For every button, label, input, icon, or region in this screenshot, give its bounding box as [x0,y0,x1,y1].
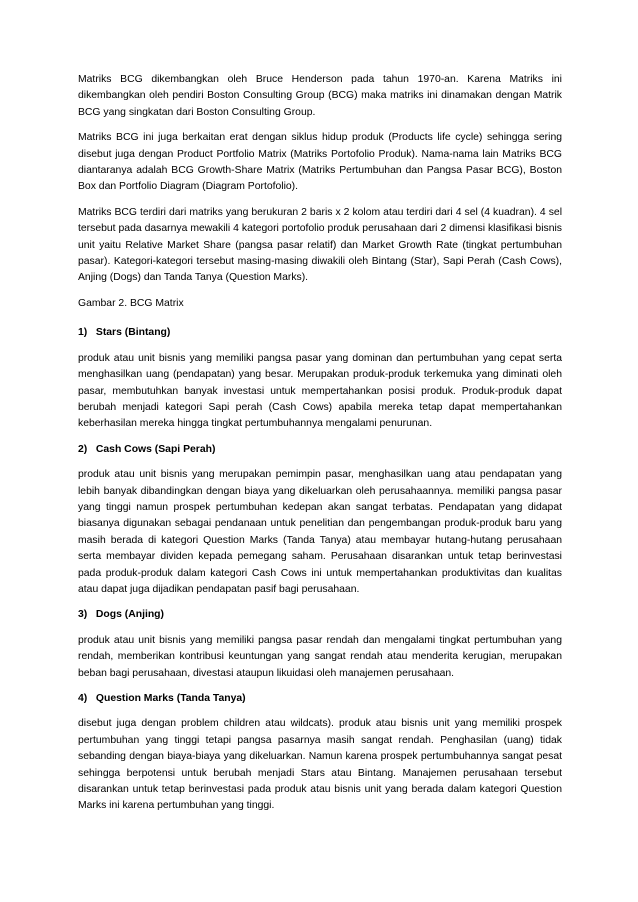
section-heading-stars [78,325,562,341]
section-heading-question-marks [78,691,562,707]
section-number: 1) [78,327,88,339]
section-title: Stars (Bintang) [95,327,171,339]
section-heading-cash-cows [78,442,562,458]
section-title: Dogs (Anjing) [95,609,164,621]
section-number: 2) [78,443,88,455]
intro-paragraph-2: Matriks BCG ini juga berkaitan erat dengan siklus hidup produk (Products life cycle) sehingga sering disebut juga dengan Product Portfolio Matrix (Matriks Portofolio Produk). Nama-nama lain Matriks BCG diantaranya adalah BCG Growth-Share Matrix (Matriks Pertumbuhan dan Pangsa Pasar BCG), Boston Box dan Portfolio Diagram (Diagram Portofolio). [78,132,562,193]
section-body-stars: produk atau unit bisnis yang memiliki pangsa pasar yang dominan dan pertumbuhan yang cepat serta menghasilkan uang (pendapatan) yang besar. Merupakan produk-produk terkemuka yang diminati oleh pasar, membutuhkan banyak investasi untuk mempertahankan posisi produk. Produk-produk dapat berubah menjadi kategori Sapi perah (Cash Cows) apabila mereka tetap dapat mempertahankan keberhasilan mereka hingga tingkat pertumbuhannya mengalami penurunan. [78,352,562,430]
section-number: 4) [78,693,88,704]
section-heading-dogs [78,607,562,623]
intro-paragraph-3: Matriks BCG terdiri dari matriks yang berukuran 2 baris x 2 kolom atau terdiri dari 4 sel (4 kuadran). 4 sel tersebut pada dasarnya mewakili 4 kategori portofolio produk perusahaan dari 2 dimensi klasifikasi bisnis unit yaitu Relative Market Share (pangsa pasar relatif) dan Market Growth Rate (tingkat pertumbuhan pasar). Kategori-kategori tersebut masing-masing diwakili oleh Bintang (Star), Sapi Perah (Cash Cows), Anjing (Dogs) dan Tanda Tanya (Question Marks). [78,206,562,284]
section-title: Cash Cows (Sapi Perah) [95,443,216,455]
figure-caption: Gambar 2. BCG Matrix [78,297,184,309]
section-number: 3) [78,609,88,621]
section-title: Question Marks (Tanda Tanya) [95,693,246,704]
section-body-question-marks: disebut juga dengan problem children atau wildcats). produk atau bisnis unit yang memiliki prospek pertumbuhan yang tinggi tetapi pangsa pasarnya masih sangat rendah. Penghasilan (uang) tidak sebanding dengan biaya-biaya yang dikeluarkan. Namun karena prospek pertumbuhannya sangat pesat sehingga berpotensi untuk berubah menjadi Stars atau Bintang. Manajemen perusahaan tersebut disarankan untuk tetap berinvestasi pada produk atau bisnis unit yang berada dalam kategori Question Marks ini karena pertumbuhan yang tinggi. [78,718,562,812]
section-body-cash-cows: produk atau unit bisnis yang merupakan pemimpin pasar, menghasilkan uang atau pendapatan yang lebih banyak dibandingkan dengan biaya yang dikeluarkan oleh perusahaannya. memiliki pangsa pasar yang tinggi namun prospek pertumbuhan kedepan akan sangat terbatas. Pendapatan yang didapat biasanya digunakan sebagai pendanaan untuk penelitian dan pengembangan produk-produk baru yang masih berada di kategori Question Marks (Tanda Tanya) atau membayar hutang-hutang perusahaan serta membayar dividen kepada pemegang saham. Perusahaan disarankan untuk tetap berinvestasi pada produk-produk dalam kategori Cash Cows ini untuk mempertahankan produktivitas dan kualitas atau dapat juga dijadikan pendapatan pasif bagi perusahaan. [78,469,562,595]
section-body-dogs: produk atau unit bisnis yang memiliki pangsa pasar rendah dan mengalami tingkat pertumbuhan yang rendah, memberikan kontribusi keuntungan yang sangat rendah atau menderita kerugian, merupakan beban bagi perusahaan, divestasi ataupun likuidasi oleh manajemen perusahaan. [78,634,562,679]
intro-paragraph-1: Matriks BCG dikembangkan oleh Bruce Henderson pada tahun 1970-an. Karena Matriks ini dikembangkan oleh pendiri Boston Consulting Group (BCG) maka matriks ini dinamakan dengan Matrik BCG yang singkatan dari Boston Consulting Group. [78,74,562,118]
